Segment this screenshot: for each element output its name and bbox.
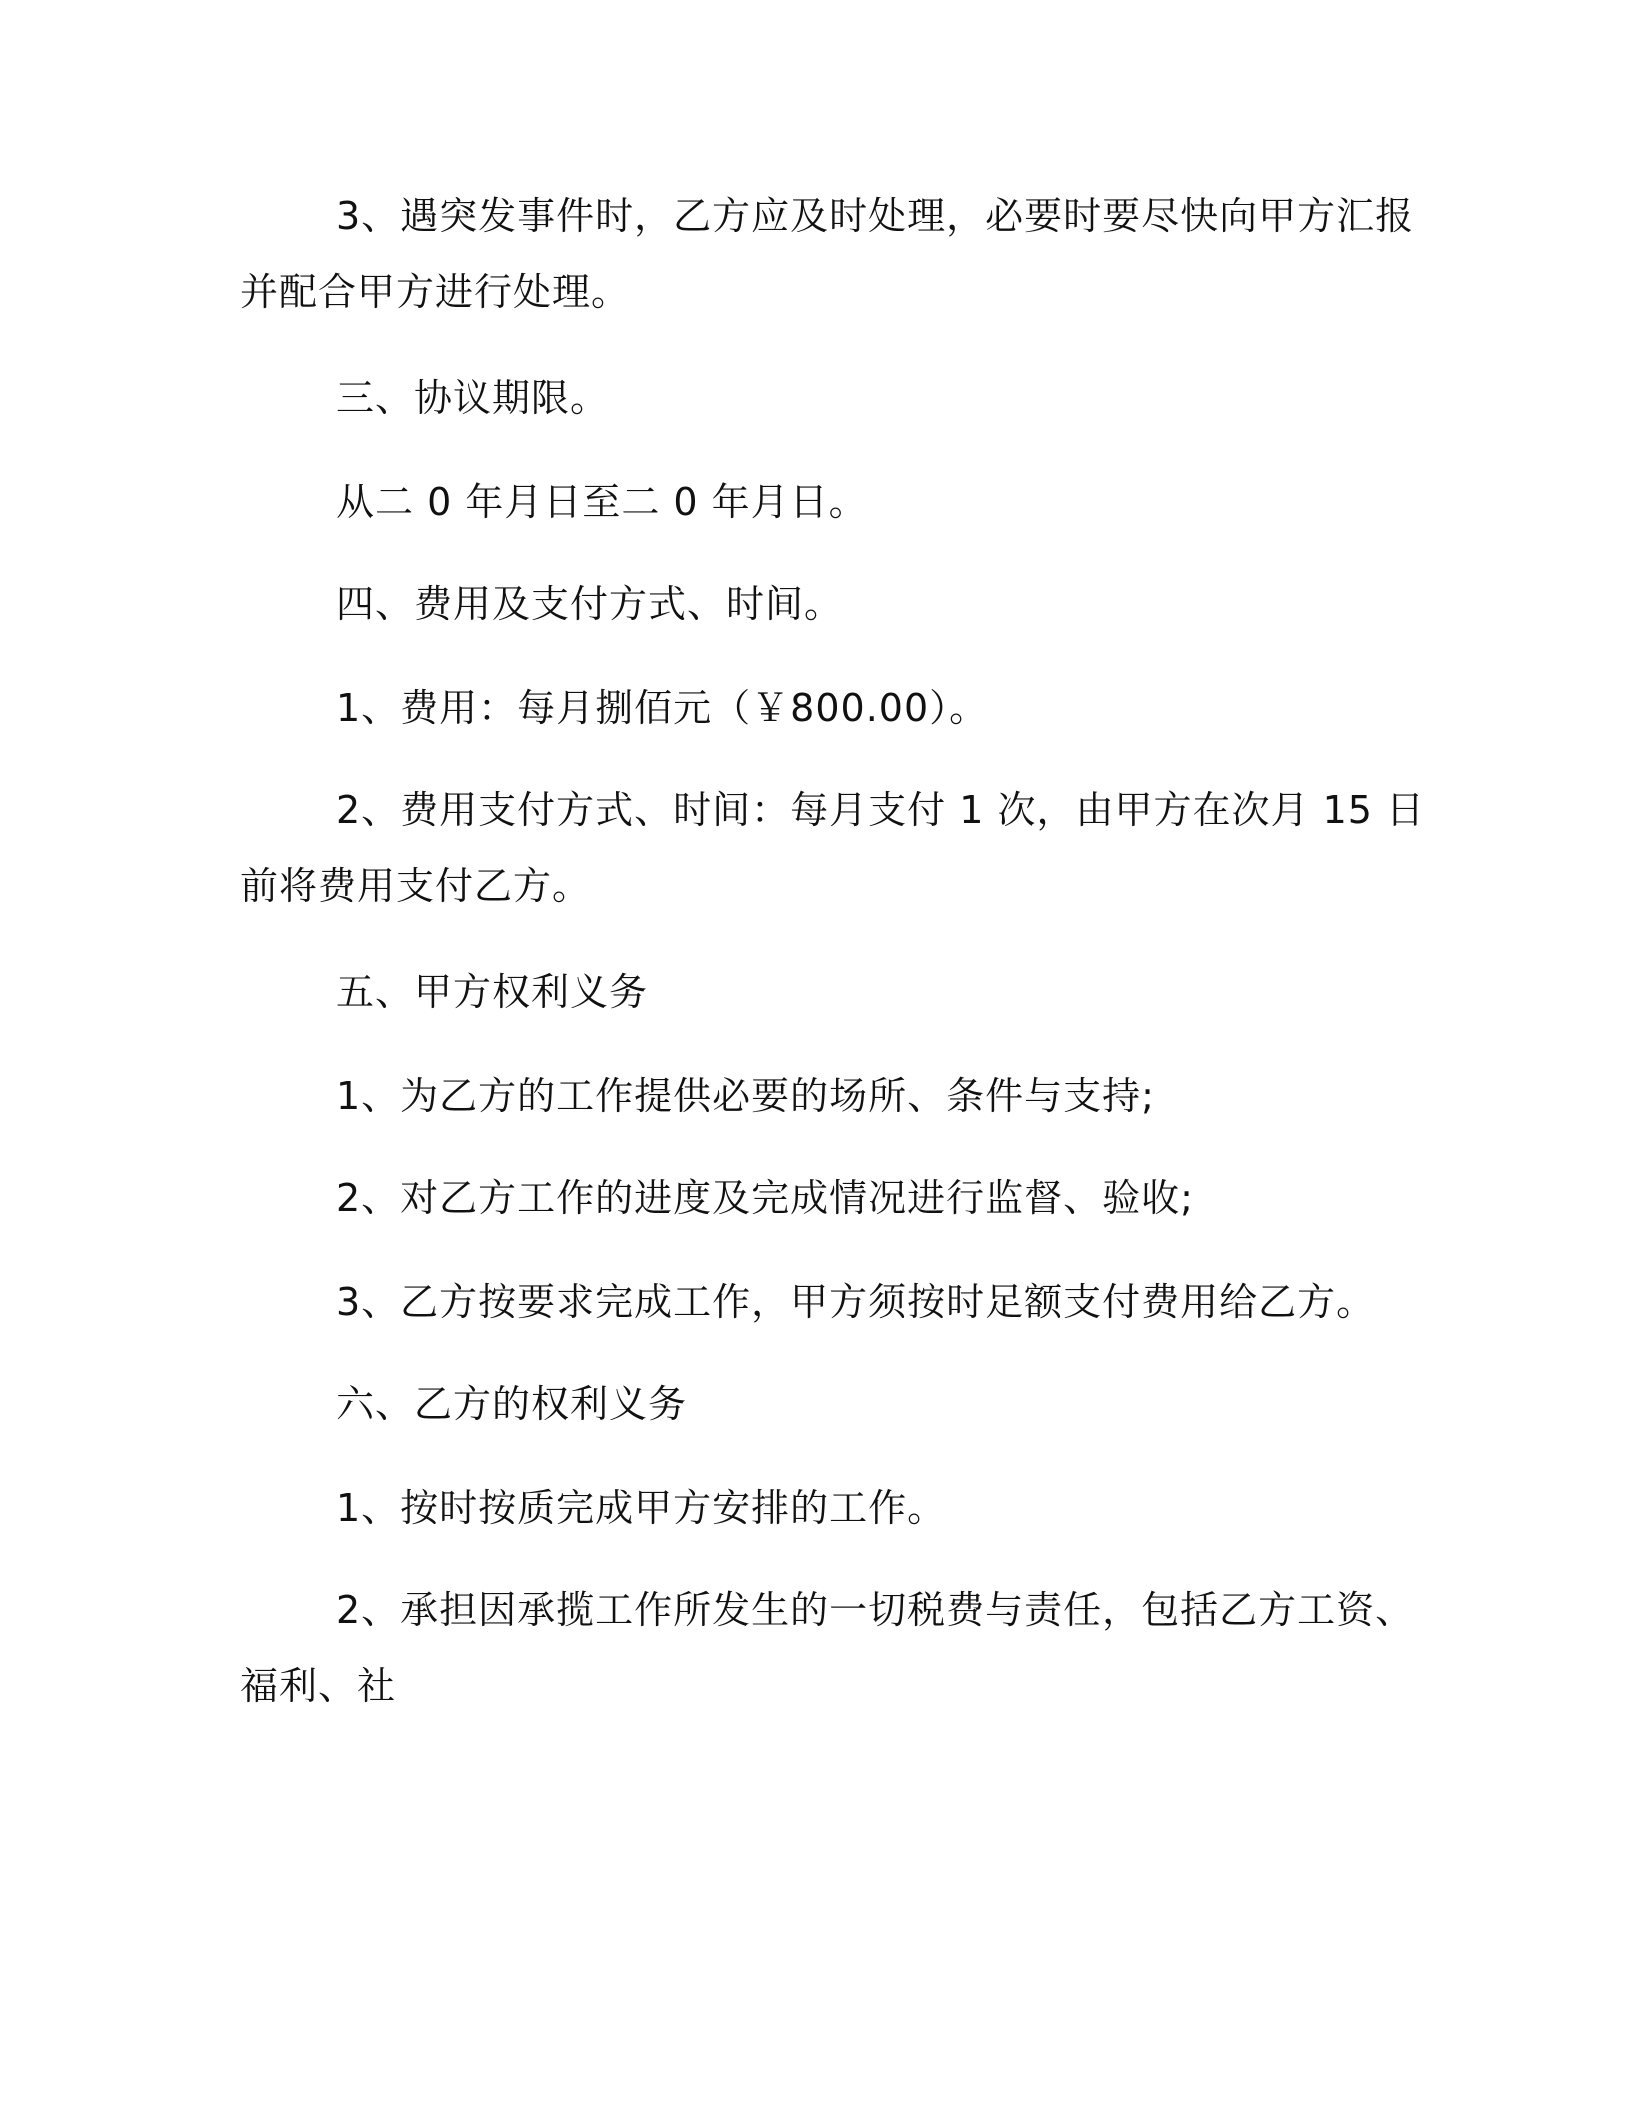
paragraph-partyB-1 [240,1470,1400,1546]
heading-text: 三、协议期限。 [336,376,610,420]
paragraph-1 [240,178,1415,330]
paragraph-partyA-2 [240,1160,1400,1236]
paragraph-line: 1、费用：每月捌佰元（￥800.00）。 [336,686,989,730]
paragraph-line: 3、遇突发事件时，乙方应及时处理，必要时要尽快向甲方汇报 [336,194,1415,238]
paragraph-line: 1、按时按质完成甲方安排的工作。 [336,1486,947,1530]
paragraph-line: 3、乙方按要求完成工作，甲方须按时足额支付费用给乙方。 [336,1280,1376,1324]
section-heading-6 [240,1366,1400,1442]
paragraph-line: 福利、社 [240,1664,397,1708]
paragraph-payment [240,772,1426,924]
paragraph-line: 2、对乙方工作的进度及完成情况进行监督、验收; [336,1176,1194,1220]
paragraph-partyB-2 [240,1572,1415,1724]
paragraph-partyA-3 [240,1264,1400,1340]
paragraph-line: 并配合甲方进行处理。 [240,270,631,314]
heading-text: 五、甲方权利义务 [336,970,649,1014]
heading-text: 六、乙方的权利义务 [336,1382,688,1426]
section-heading-5 [240,954,1400,1030]
heading-text: 四、费用及支付方式、时间。 [336,582,844,626]
paragraph-fee [240,670,1400,746]
paragraph-line: 2、费用支付方式、时间：每月支付 1 次，由甲方在次月 15 日 [336,788,1426,832]
paragraph-line: 前将费用支付乙方。 [240,864,592,908]
paragraph-term [240,464,1400,540]
paragraph-line: 1、为乙方的工作提供必要的场所、条件与支持; [336,1074,1155,1118]
section-heading-4 [240,566,1400,642]
section-heading-3 [240,360,1400,436]
paragraph-line: 2、承担因承揽工作所发生的一切税费与责任，包括乙方工资、 [336,1588,1415,1632]
paragraph-partyA-1 [240,1058,1400,1134]
paragraph-line: 从二 0 年月日至二 0 年月日。 [336,480,868,524]
